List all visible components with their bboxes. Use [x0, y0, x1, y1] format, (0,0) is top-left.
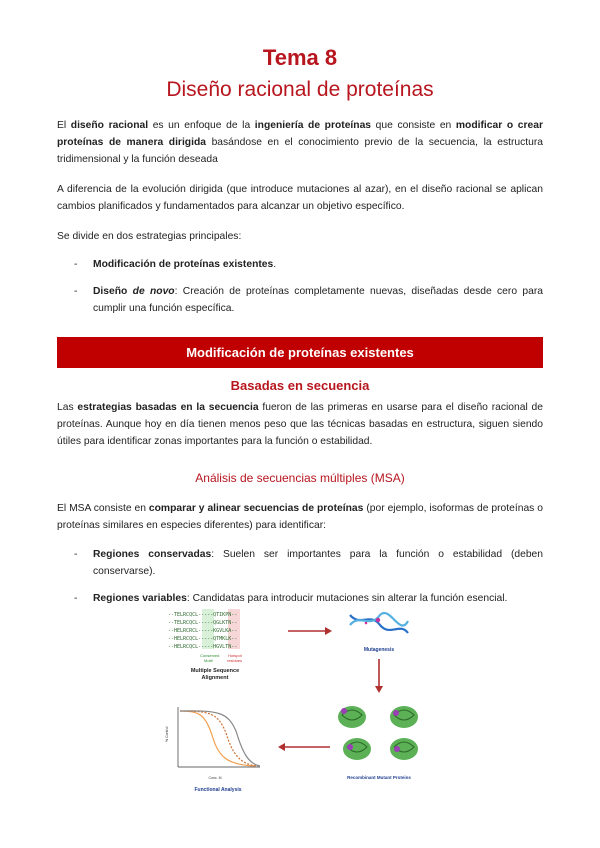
x-axis-label: Conc. M: [208, 776, 222, 780]
arrow-right-icon: [288, 627, 332, 635]
protein-structures-icon: [338, 706, 418, 760]
sequence-line: --HELRCQCL-----HGVLTN--: [168, 644, 238, 650]
page-subtitle: Diseño racional de proteínas: [166, 78, 434, 101]
arrow-left-icon: [278, 743, 330, 751]
page-title: Tema 8: [262, 45, 338, 70]
section-banner: Modificación de proteínas existentes: [57, 337, 543, 368]
mutagenesis-label: Mutagenesis: [363, 647, 395, 653]
dose-response-plot: [165, 707, 260, 780]
legend-hotspot: Hotspot: [228, 653, 242, 658]
bullet-dash: -: [74, 593, 78, 604]
msa-label-2: Alignment: [201, 675, 229, 681]
curve-gray: [180, 711, 260, 766]
recombinant-label: Recombinant Mutant Proteins: [347, 775, 411, 780]
document-page: Tema 8 Diseño racional de proteínas El diseño racional es un enfoque de la ingeniería de proteínas que consiste en modificar o crear proteínas de manera dirigida basándose en el conocimiento previo de la secuencia, la estructura tridimensional y la función deseada A diferencia de la evolución dirigida (que introduce mutaciones al azar), en el diseño racional se aplican cambios planificados y fundamentados para alcanzar un objetivo específico. Se divide en dos estrategias principales: - Modificación de proteínas existentes. - Diseño de novo: Creación de proteínas completamente nuevas, diseñadas desde cero para cumplir una función específica. Modificación de proteínas existentes Basadas en secuencia Las estrategias basadas en la secuencia fueron de las primeras en usarse para el diseño racional de proteínas. Aunque hoy en día tienen menos peso que las técnicas basadas en estructura, siguen siendo útiles para identificar zonas importantes para la función o estabilidad. Análisis de secuencias múltiples (MSA) El MSA consiste en comparar y alinear secuencias de proteínas (por ejemplo, isoformas de proteínas o proteínas similares en especies diferentes) para identificar: - Regiones conservadas: Suelen ser importantes para la función o estabilidad (deben conservarse). - Regiones variables: Candidatas para introducir mutaciones sin alterar la función esencial. --TELRCQCL-----QTIKPN-- --TELRCQCL-----QGLKTN-- --HELRCRCL-----KGVLKA-- --HELRCQCL-----QTMKLK-- --HELRCQCL-----HGVLTN-- Conserved Motif Hotspot residues Multiple Sequence Alignment Mutagenesis Recombinant Mutant Proteins % Control Conc. M Functional Analysis: [0, 0, 600, 848]
bullet-dash: -: [74, 259, 78, 270]
intro-paragraph-1: El diseño racional es un enfoque de la ingeniería de proteínas que consiste en modificar o crear proteínas de manera dirigida basándose en el conocimiento previo de la secuencia, la estructura tridimensional y la función deseada: [57, 120, 544, 165]
intro-paragraph-3: Se divide en dos estrategias principales:: [57, 231, 242, 242]
y-axis-label: % Control: [165, 726, 169, 742]
legend-conserved-2: Motif: [204, 658, 213, 663]
sequence-line: --TELRCQCL-----QGLKTN--: [168, 620, 238, 626]
legend-hotspot-2: residues: [227, 658, 243, 663]
msa-alignment: [168, 609, 240, 650]
dna-helix-icon: [350, 613, 408, 633]
sequence-line: --HELRCRCL-----KGVLKA--: [168, 628, 238, 634]
intro-paragraph-2: A diferencia de la evolución dirigida (que introduce mutaciones al azar), en el diseño racional se aplican cambios planificados y fundamentados para alcanzar un objetivo específico.: [57, 184, 543, 212]
functional-label: Functional Analysis: [194, 787, 242, 793]
sequence-line: --HELRCQCL-----QTMKLK--: [168, 636, 238, 642]
arrow-down-icon: [375, 659, 383, 693]
section-subheading: Análisis de secuencias múltiples (MSA): [195, 471, 405, 485]
bullet-dash: -: [74, 286, 78, 297]
msa-label: Multiple Sequence: [190, 668, 240, 674]
curve-dashed: [180, 711, 258, 766]
section-paragraph-2: El MSA consiste en comparar y alinear secuencias de proteínas (por ejemplo, isoformas de proteínas o proteínas similares en especies diferentes) para identificar:: [57, 503, 544, 531]
sequence-line: --TELRCQCL-----QTIKPN--: [168, 612, 238, 618]
section-heading: Basadas en secuencia: [230, 378, 370, 393]
bullet-dash: -: [74, 549, 78, 560]
workflow-figure: [160, 607, 450, 802]
section-paragraph-1: Las estrategias basadas en la secuencia fueron de las primeras en usarse para el diseño racional de proteínas. Aunque hoy en día tienen menos peso que las técnicas basadas en estructura, siguen siendo útiles para identificar zonas importantes para la función o estabilidad.: [57, 402, 544, 447]
legend-conserved: Conserved: [200, 653, 220, 658]
